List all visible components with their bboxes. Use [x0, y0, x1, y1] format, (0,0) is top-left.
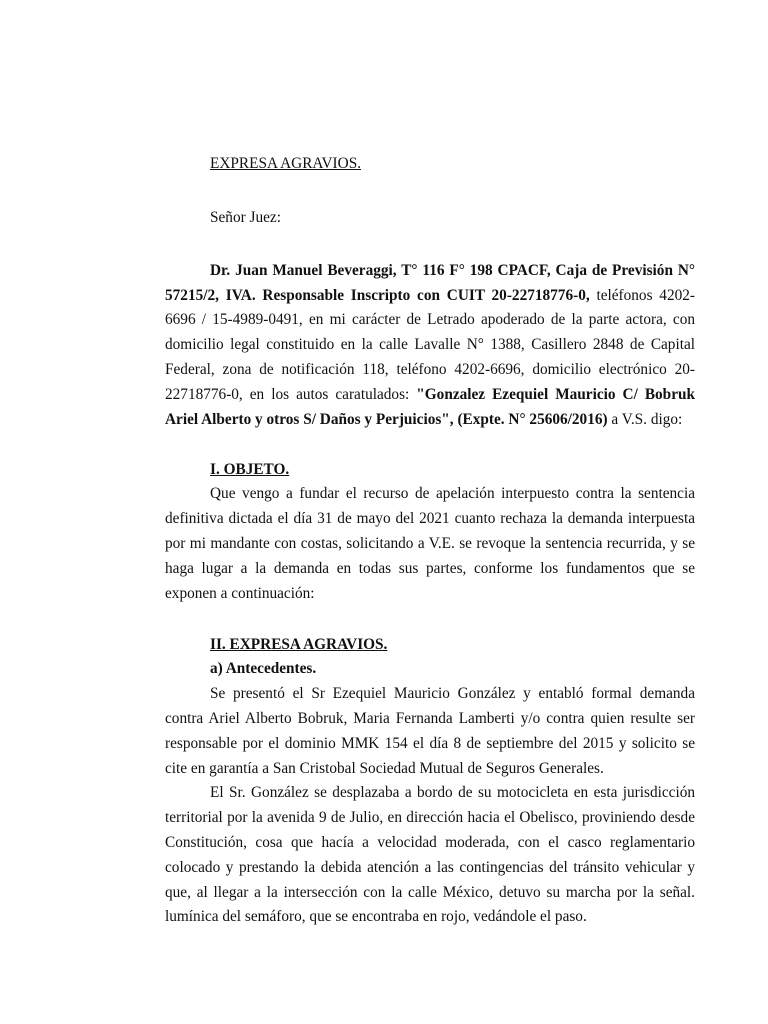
intro-paragraph [165, 259, 695, 433]
section-objeto-title: I. OBJETO. [210, 461, 290, 479]
antecedentes-paragraph-1: Se presentó el Sr Ezequiel Mauricio González y entabló formal demanda contra Ariel Alberto Bobruk, Maria Fernanda Lamberti y/o contra quien resulte ser responsable por el dominio MMK 154 el día 8 de septiembre del 2015 y solicito se cite en garantía a San Cristobal Sociedad Mutual de Seguros Generales. [165, 685, 695, 777]
section-agravios-title: II. EXPRESA AGRAVIOS. [210, 636, 388, 654]
intro-closing-text: a V.S. digo: [607, 410, 683, 428]
intro-contact-text: teléfonos 4202-6696 / 15-4989-0491, en mi carácter de Letrado apoderado de la parte actora, con domicilio legal constituido en la calle Lavalle N° 1388, Casillero 2848 de Capital Federal, zona de notificación 118, teléfono 4202-6696, domicilio electrónico 20-22718776-0, en los autos caratulados: [165, 286, 695, 403]
salutation: Señor Juez: [210, 209, 281, 226]
antecedentes-paragraph-2: El Sr. González se desplazaba a bordo de su motocicleta en esta jurisdicción territorial por la avenida 9 de Julio, en dirección hacia el Obelisco, proviniendo desde Constitución, cosa que hacía a velocidad moderada, con el casco reglamentario colocado y prestando la debida atención a las contingencias del tránsito vehicular y que, al llegar a la intersección con la calle México, detuvo su marcha por la señal. lumínica del semáforo, que se encontraba en rojo, vedándole el paso. [165, 784, 695, 926]
intro-case-caption: "Gonzalez Ezequiel Mauricio C/ Bobruk Ariel Alberto y otros S/ Daños y Perjuicios", (Expte. N° 25606/2016) [165, 385, 695, 428]
section-objeto-paragraph: Que vengo a fundar el recurso de apelación interpuesto contra la sentencia definitiva dictada el día 31 de mayo del 2021 cuanto rechaza la demanda interpuesta por mi mandante con costas, solicitando a V.E. se revoque la sentencia recurrida, y se haga lugar a la demanda en todas sus partes, conforme los fundamentos que se exponen a continuación: [165, 485, 695, 602]
intro-lawyer-credentials: Dr. Juan Manuel Beveraggi, T° 116 F° 198 CPACF, Caja de Previsión N° 57215/2, IVA. Responsable Inscripto con CUIT 20-22718776-0, [165, 261, 695, 304]
document-heading: EXPRESA AGRAVIOS. [210, 155, 362, 172]
document-body [165, 155, 695, 930]
subsection-antecedentes-title: a) Antecedentes. [210, 660, 317, 678]
